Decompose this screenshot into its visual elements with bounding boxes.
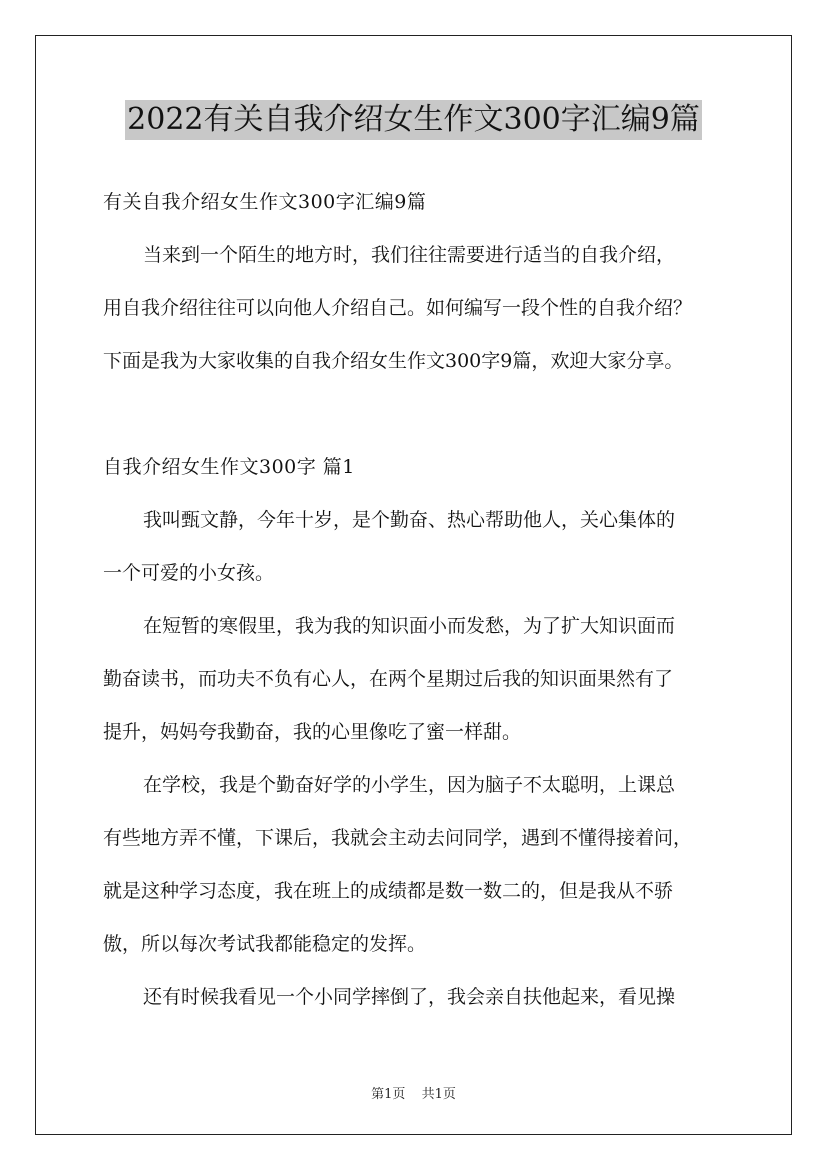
page-number-current: 第1页 — [371, 1087, 406, 1102]
paragraph-4: 还有时候我看见一个小同学摔倒了，我会亲自扶他起来，看见操 — [143, 986, 676, 1008]
page-footer — [0, 1083, 827, 1102]
paragraph-1: 我叫甄文静，今年十岁，是个勤奋、热心帮助他人，关心集体的 一个可爱的小女孩。 — [103, 509, 676, 584]
paragraph-3: 在学校，我是个勤奋好学的小学生，因为脑子不太聪明，上课总 有些地方弄不懂，下课后，我就会主动去问同学，遇到不懂得接着问， 就是这种学习态度，我在班上的成绩都是数一数二的，但是我从不骄 傲，所以每次考试我都能稳定的发挥。 — [103, 774, 693, 955]
title-container — [0, 100, 827, 140]
paragraph-2: 在短暂的寒假里，我为我的知识面小而发愁，为了扩大知识面而 勤奋读书，而功夫不负有心人，在两个星期过后我的知识面果然有了 提升，妈妈夸我勤奋，我的心里像吃了蜜一样甜。 — [103, 615, 676, 743]
section-heading: 自我介绍女生作文300字 篇1 — [103, 456, 355, 478]
document-title: 2022有关自我介绍女生作文300字汇编9篇 — [125, 100, 702, 140]
page-number-total: 共1页 — [421, 1087, 456, 1102]
document-subtitle: 有关自我介绍女生作文300字汇编9篇 — [103, 191, 427, 213]
section-gap — [103, 388, 743, 441]
intro-paragraph: 当来到一个陌生的地方时，我们往往需要进行适当的自我介绍， 用自我介绍往往可以向他人介绍自己。如何编写一段个性的自我介绍？ 下面是我为大家收集的自我介绍女生作文300字9篇，欢迎大家分享。 — [103, 244, 693, 372]
document-body — [103, 176, 743, 1024]
